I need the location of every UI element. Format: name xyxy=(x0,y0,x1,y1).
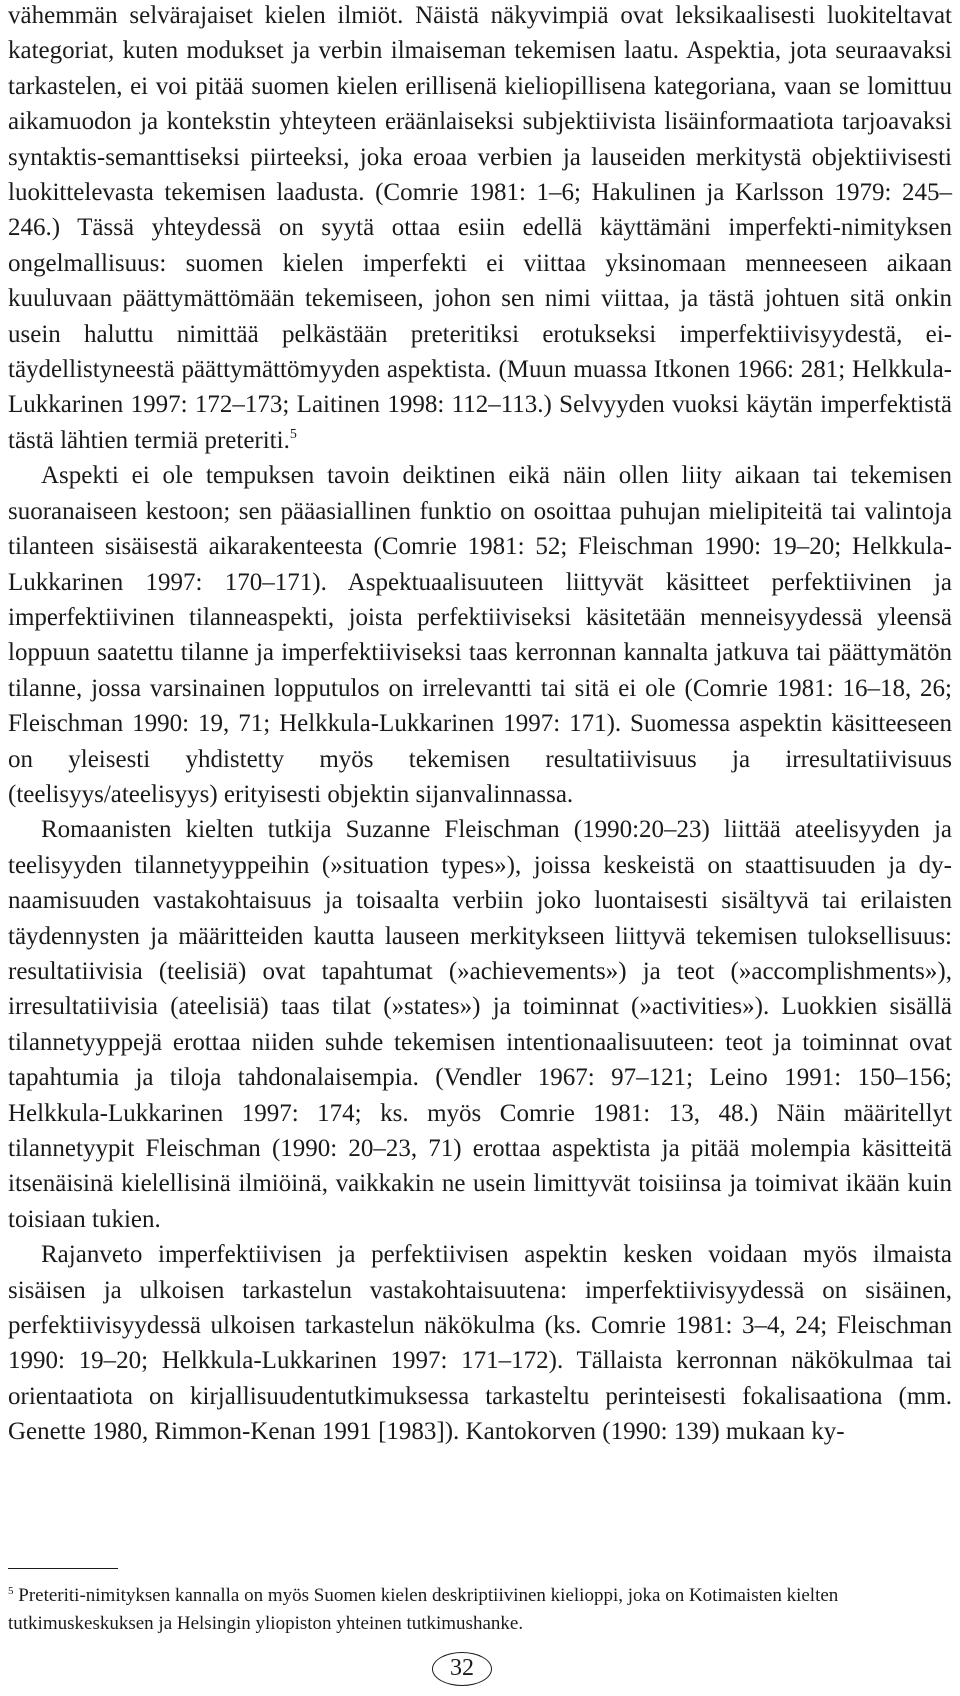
document-body xyxy=(8,0,952,1450)
paragraph-2-text: Aspekti ei ole tempuksen tavoin deiktinen eikä näin ollen liity aikaan tai tekemisen suoranaiseen kestoon; sen pääasiallinen funktio on osoittaa puhujan mielipiteitä tai valintoja tilanteen sisäisestä aikarakenteesta (Comrie 1981: 52; Fleischman 1990: 19–20; Helkkula-Lukkarinen 1997: 170–171). Aspektuaalisuuteen liittyvät käsitteet perfektiivinen ja imperfektiivinen tilanneaspekti, joista perfektiiviseksi käsitetään menneisyydessä yleensä loppuun saatettu tilanne ja imperfektiiviseksi taas kerronnan kannalta jatkuva tai päättymätön tilanne, jossa varsinainen lopputulos on irrelevantti tai sitä ei ole (Comrie 1981: 16–18, 26; Fleischman 1990: 19, 71; Helkkula-Lukkarinen 1997: 171). Suomessa aspektin käsitteeseen on yleisesti yhdistetty myös tekemisen resultatiivisuus ja irresultatiivisuus (teelisyys/ateelisyys) erityisesti objektin sijanvalinnassa. xyxy=(8,462,952,808)
paragraph-4-text: Rajanveto imperfektiivisen ja perfektiivisen aspektin kesken voidaan myös ilmaista sisäisen ja ulkoisen tarkastelun vastakohtaisuutena: imperfektiivisyydessä on sisäinen, perfektiivisyydessä ulkoisen tarkastelun näkökulma (ks. Comrie 1981: 3–4, 24; Fleischman 1990: 19–20; Helkkula-Lukkarinen 1997: 171–172). Tällaista kerronnan näkökulmaa tai orientaatiota on kirjallisuudentutkimuksessa tarkasteltu perinteisesti fokalisaationa (mm. Genette 1980, Rimmon-Kenan 1991 [1983]). Kantokorven (1990: 139) mukaan ky- xyxy=(8,1241,952,1446)
paragraph-1 xyxy=(8,0,952,458)
paragraph-3 xyxy=(8,812,952,1237)
footnote-reference[interactable]: 5 xyxy=(289,426,297,442)
footnote-number: 5 xyxy=(8,1585,14,1597)
footnote-text: Preteriti-nimityksen kannalla on myös Suomen kielen deskriptiivinen kielioppi, joka on Kotimaisten kielten tutkimuskeskuksen ja Helsingin yliopiston yhteinen tutkimushanke. xyxy=(8,1585,839,1634)
page-number: 32 xyxy=(432,1652,492,1686)
paragraph-1-text: vähemmän selvärajaiset kielen ilmiöt. Näistä näkyvimpiä ovat leksikaalisesti luokiteltavat kategoriat, kuten modukset ja verbin ilmaiseman tekemisen laatu. Aspektia, jota seuraavaksi tarkastelen, ei voi pitää suomen kielen erillisenä kieliopillisena kategoriana, vaan se lomittuu aikamuodon ja kontekstin yhteyteen eräänlaiseksi subjektiivista lisäinformaatiota tarjoavaksi syntaktis-semanttiseksi piirteeksi, joka eroaa verbien ja lauseiden merkitystä objektiivisesti luokittelevasta tekemisen laadusta. (Comrie 1981: 1–6; Hakulinen ja Karlsson 1979: 245–246.) Tässä yhteydessä on syytä ottaa esiin edellä käyttämäni imperfekti-nimityksen ongelmallisuus: suomen kielen imperfekti ei viittaa yksinomaan menneeseen aikaan kuuluvaan päättymättömään tekemiseen, johon sen nimi viittaa, ja tästä johtuen sitä onkin usein haluttu nimittää pelkästään preteritiksi erotukseksi imperfektiivisyydestä, ei-täydellistyneestä päättymättömyyden aspektista. (Muun muassa Itkonen 1966: 281; Helkkula-Lukkarinen 1997: 172–173; Laitinen 1998: 112–113.) Selvyyden vuoksi käytän imperfektistä tästä lähtien termiä preteriti. xyxy=(8,2,952,454)
footnote-separator xyxy=(8,1568,118,1569)
paragraph-3-text: Romaanisten kielten tutkija Suzanne Fleischman (1990:20–23) liittää ateelisyyden ja teelisyyden tilannetyyppeihin (»situation types»), joissa keskeistä on staattisuuden ja dynaamisuuden vastakohtaisuus ja toisaalta verbiin joko luontaisesti sisältyvä tai erilaisten täydennysten ja määritteiden kautta lauseen merkitykseen liittyvä tekemisen tuloksellisuus: resultatiivisia (teelisiä) ovat tapahtumat (»achievements») ja teot (»accomplishments»), irresultatiivisia (ateelisiä) taas tilat (»states») ja toiminnat (»activities»). Luokkien sisällä tilannetyyppejä erottaa niiden suhde tekemisen intentionaalisuuteen: teot ja toiminnat ovat tapahtumia ja tiloja tahdonalaisempia. (Vendler 1967: 97–121; Leino 1991: 150–156; Helkkula-Lukkarinen 1997: 174; ks. myös Comrie 1981: 13, 48.) Näin määritellyt tilannetyypit Fleischman (1990: 20–23, 71) erottaa aspektista ja pitää molempia käsitteitä itsenäisinä kielellisinä ilmiöinä, vaikkakin ne usein limittyvät toisiinsa ja toimivat ikään kuin toisiaan tukien. xyxy=(8,816,952,1233)
footnote xyxy=(8,1582,952,1638)
paragraph-4 xyxy=(8,1237,952,1449)
paragraph-2 xyxy=(8,458,952,812)
